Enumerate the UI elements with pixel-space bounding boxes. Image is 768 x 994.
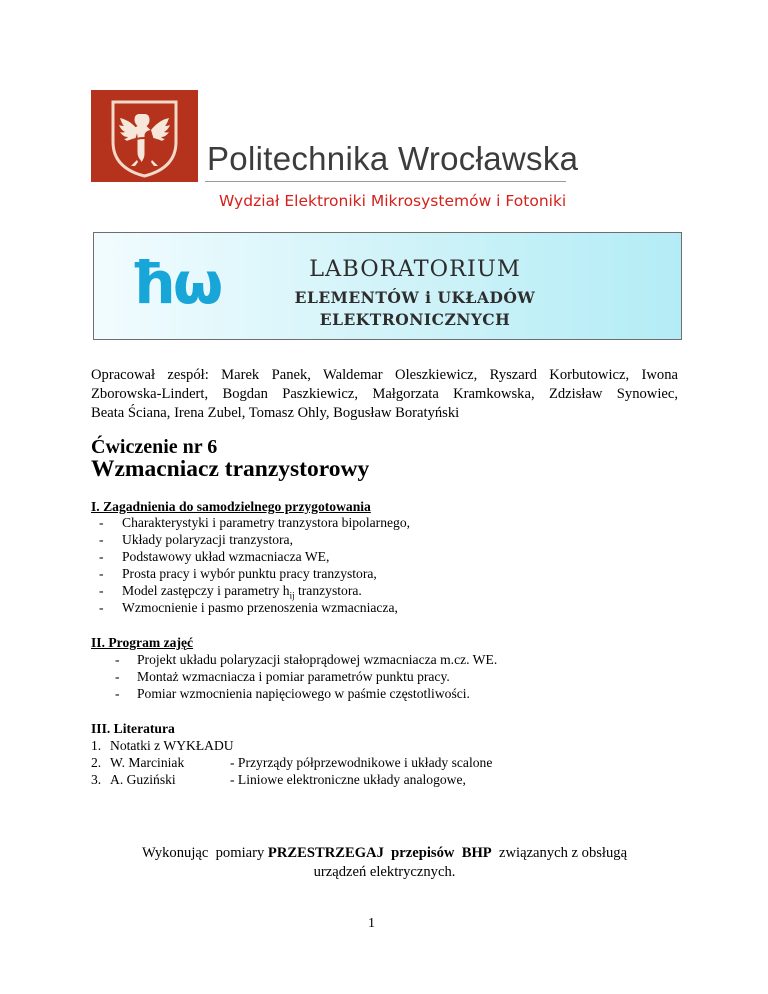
title-rule (205, 181, 566, 182)
list-item: Pomiar wzmocnienia napięciowego w paśmie częstotliwości. (137, 686, 470, 701)
list-item-title: - Przyrządy półprzewodnikowe i układy scalone (230, 755, 493, 770)
safety-note (91, 844, 678, 882)
exercise-title: Wzmacniacz tranzystorowy (91, 456, 370, 482)
authors-line-1: Opracował zespół: Marek Panek, Waldemar Oleszkiewicz, Ryszard Korbutowicz, Iwona (91, 367, 678, 383)
list-item-title: - Liniowe elektroniczne układy analogowe, (230, 772, 466, 787)
section-3-heading: III. Literatura (91, 721, 175, 736)
list-item-number: 1. (91, 738, 102, 753)
authors-paragraph (91, 366, 678, 423)
list-item: Montaż wzmacniacza i pomiar parametrów punktu pracy. (137, 669, 450, 684)
authors-line-2: Zborowska-Lindert, Bogdan Paszkiewicz, Małgorzata Kramkowska, Zdzisław Synowiec, (91, 386, 678, 402)
safety-note-line1: Wykonując pomiary PRZESTRZEGAJ przepisów BHP związanych z obsługą (141, 845, 628, 861)
page-number: 1 (368, 916, 375, 931)
list-item: Wzmocnienie i pasmo przenoszenia wzmacniacza, (122, 600, 398, 615)
safety-note-line2: urządzeń elektrycznych. (313, 864, 456, 880)
list-item-number: 3. (91, 772, 102, 787)
exercise-number: Ćwiczenie nr 6 (91, 436, 218, 458)
authors-line-3: Beata Ściana, Irena Zubel, Tomasz Ohly, Bogusław Boratyński (91, 405, 460, 421)
list-item: Podstawowy układ wzmacniacza WE, (122, 549, 330, 564)
faculty-name: Wydział Elektroniki Mikrosystemów i Fotoniki (219, 192, 567, 210)
university-name: Politechnika Wrocławska (207, 140, 579, 177)
lab-subtitle (252, 287, 578, 331)
lab-title: LABORATORIUM (309, 256, 521, 282)
list-item: Model zastępczy i parametry $h_{ij}$ tranzystora. (122, 583, 362, 601)
section-2-heading: II. Program zajęć (91, 635, 194, 650)
list-item: Prosta pracy i wybór punktu pracy tranzystora, (122, 566, 377, 581)
list-item: Układy polaryzacji tranzystora, (122, 532, 293, 547)
list-item: W. Marciniak (110, 755, 185, 770)
list-item: A. Guziński (110, 772, 176, 787)
list-item-number: 2. (91, 755, 102, 770)
list-item: Charakterystyki i parametry tranzystora bipolarnego, (122, 515, 411, 530)
university-emblem (91, 90, 198, 182)
hbar-omega-logo: ħω (130, 249, 221, 317)
lab-subtitle-line2: ELEKTRONICZNYCH (319, 310, 511, 329)
list-item: Notatki z WYKŁADU (110, 738, 234, 753)
list-item: Projekt układu polaryzacji stałoprądowej wzmacniacza m.cz. WE. (137, 652, 498, 667)
lab-subtitle-line1: ELEMENTÓW i UKŁADÓW (294, 288, 536, 307)
section-1-heading: I. Zagadnienia do samodzielnego przygotowania (91, 499, 371, 514)
eagle-emblem-icon (91, 90, 198, 182)
